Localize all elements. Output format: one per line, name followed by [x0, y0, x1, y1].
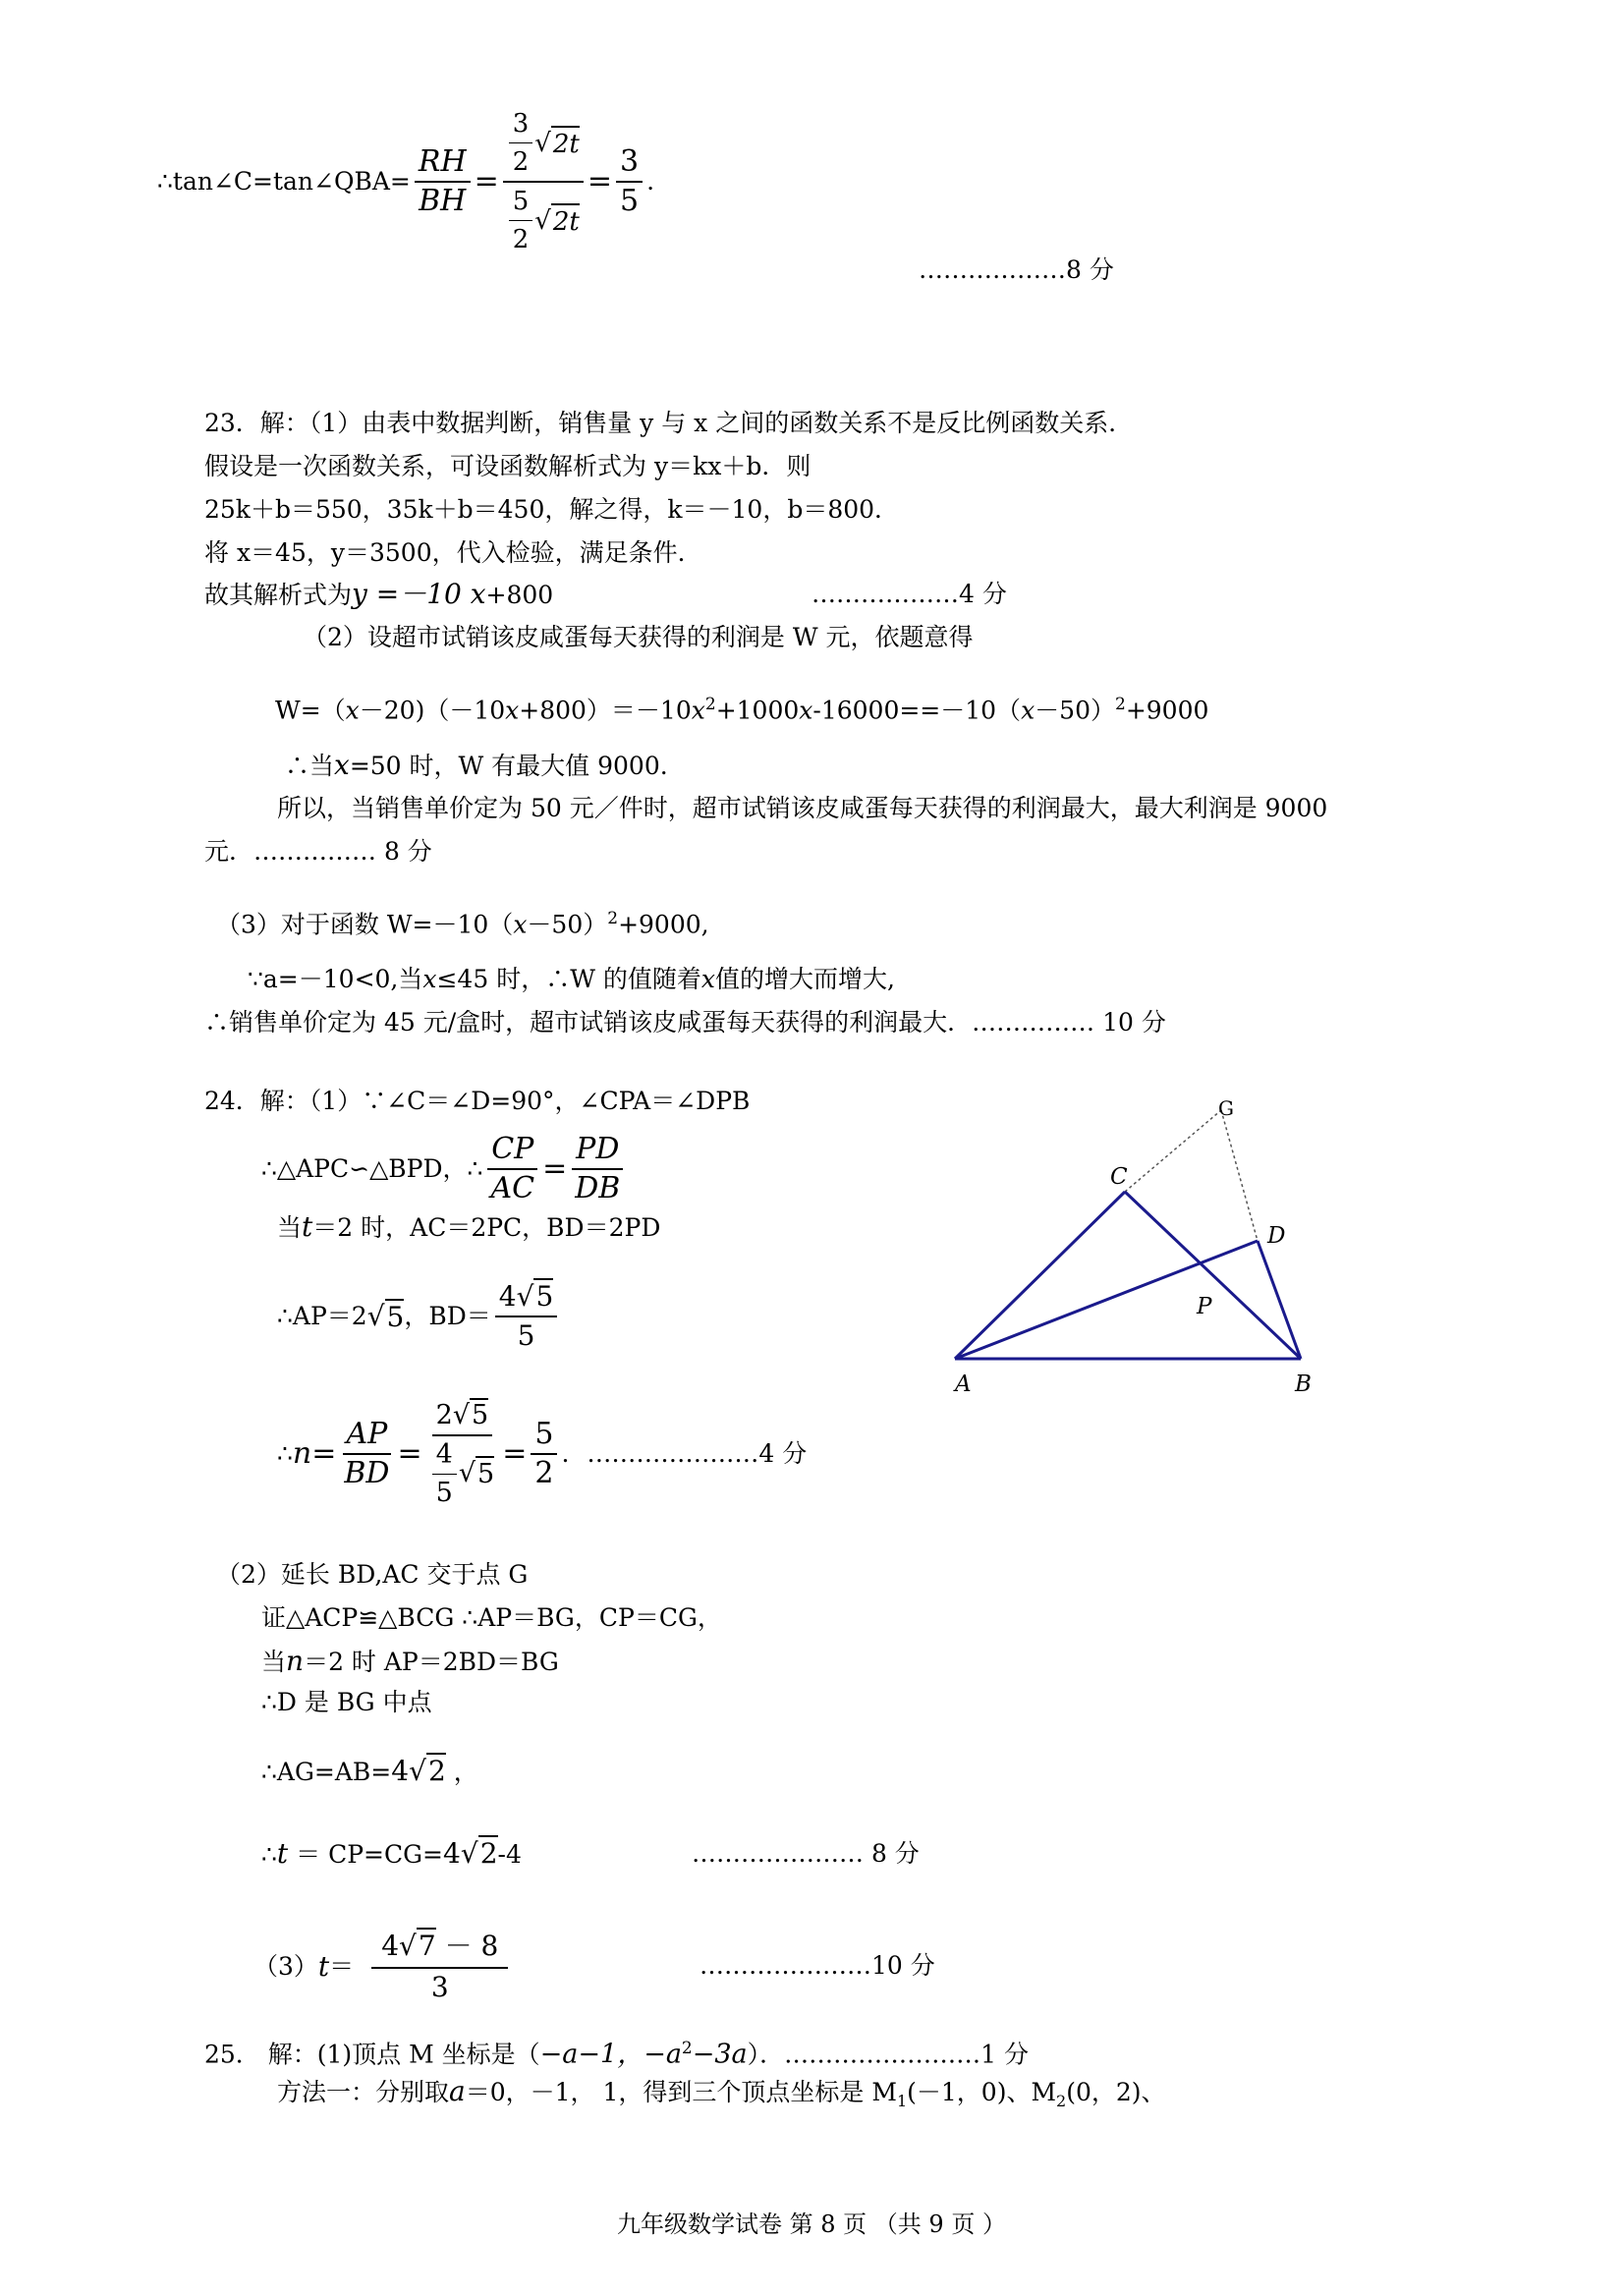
- sqrt-symbol: √: [534, 205, 551, 236]
- coef-num: 3: [509, 107, 533, 143]
- fraction-numerator: 3: [616, 145, 643, 183]
- var-x: x: [691, 696, 705, 725]
- text: +1000: [715, 696, 800, 725]
- score-4: …………………4 分: [587, 1439, 808, 1468]
- equals-sign: =: [502, 1436, 528, 1471]
- tan-prefix: ∴tan∠C=tan∠QBA=: [157, 167, 411, 196]
- fraction-numerator: 5: [531, 1418, 557, 1455]
- text: +9000,: [618, 910, 709, 939]
- fraction-denominator: 3: [430, 1971, 449, 2003]
- q24-part2-line-4: ∴D 是 BG 中点: [261, 1688, 432, 1716]
- q24-line-2: [261, 1120, 628, 1218]
- equals-sign: =: [311, 1436, 337, 1471]
- fraction-4root5-5: [495, 1280, 558, 1353]
- coef-den: 2: [512, 147, 530, 177]
- sqrt-radicand: 2t: [551, 203, 580, 239]
- var-n: n: [286, 1645, 305, 1677]
- text: ∴AP＝2: [277, 1302, 367, 1330]
- fraction-cp-ac: [486, 1133, 538, 1205]
- q23-line-4: 将 x＝45，y＝3500，代入检验，满足条件．: [204, 538, 702, 567]
- math-expr: y =－10 x: [352, 578, 486, 610]
- segment-ad: [955, 1241, 1258, 1359]
- text: +9000: [1125, 696, 1209, 725]
- subscript: 1: [896, 2092, 908, 2110]
- period: .: [561, 1439, 570, 1468]
- exponent: 2: [681, 2039, 693, 2058]
- q23-line-2: 假设是一次函数关系，可设函数解析式为 y＝kx＋b．则: [204, 452, 812, 480]
- text: －50）: [527, 910, 608, 939]
- fraction-denominator: AC: [490, 1171, 535, 1205]
- sqrt-symbol: √: [452, 1399, 471, 1430]
- equals-sign: ＝: [329, 1952, 355, 1981]
- sqrt-radicand: 5: [535, 1280, 554, 1313]
- label-c: C: [1110, 1164, 1128, 1190]
- var-x: x: [334, 749, 350, 781]
- text: 方法一：分别取: [277, 2078, 450, 2106]
- label-g: G: [1218, 1096, 1234, 1120]
- page-footer: 九年级数学试卷 第 8 页 （共 9 页 ）: [617, 2211, 1006, 2238]
- coef: 4: [498, 1280, 517, 1313]
- compound-fraction: [503, 107, 584, 256]
- text: ＝2 时，AC＝2PC，BD＝2PD: [312, 1213, 661, 1242]
- var-x: x: [422, 965, 437, 993]
- q23-line-13: ∴销售单价定为 45 元/盒时，超市试销该皮咸蛋每天获得的利润最大．…………… 10 分: [204, 1008, 1166, 1036]
- var-x: x: [513, 910, 528, 939]
- q23-line-10: 元．…………… 8 分: [204, 837, 432, 866]
- fraction-denominator: [426, 1436, 499, 1510]
- equals-sign: =: [542, 1151, 568, 1186]
- text: 值的增大而增大,: [714, 965, 895, 993]
- coef: 4: [391, 1755, 410, 1787]
- text: ∴: [277, 1439, 293, 1468]
- text: 故其解析式为: [204, 581, 353, 609]
- q24-line-1: 24．解：（1）∵∠C＝∠D=90°，∠CPA＝∠DPB: [204, 1087, 751, 1115]
- var-x: x: [345, 696, 360, 725]
- q24-part2-line-1: （2）延长 BD,AC 交于点 G: [216, 1560, 529, 1589]
- text: ≤45 时，∴W 的值随着: [436, 965, 701, 993]
- q24-part2-line-6: [261, 1837, 522, 1872]
- fraction-numerator: RH: [415, 145, 471, 183]
- var-n: n: [292, 1436, 312, 1471]
- text: +800）＝－10: [519, 696, 692, 725]
- text: W=（: [275, 696, 346, 725]
- label-d: D: [1267, 1223, 1286, 1249]
- sqrt-radicand: 7: [418, 1930, 436, 1962]
- fraction-5-2: [531, 1418, 557, 1490]
- score-8-q24: ………………… 8 分: [692, 1839, 920, 1868]
- compound-denominator: [503, 183, 584, 256]
- subscript: 2: [1056, 2092, 1067, 2110]
- text: 25． 解：(1)顶点 M 坐标是（: [204, 2040, 540, 2069]
- score-8: ………………8 分: [919, 255, 1114, 284]
- text: ∴AG=AB=: [261, 1758, 392, 1786]
- coef-den: 2: [512, 225, 530, 254]
- sqrt-radicand: 5: [472, 1399, 489, 1430]
- sqrt-symbol: √: [516, 1280, 534, 1313]
- sqrt-symbol: √: [409, 1755, 426, 1787]
- text: +800: [485, 581, 554, 609]
- coef-den: 5: [435, 1477, 453, 1508]
- exponent: 2: [704, 695, 716, 714]
- fraction-numerator: [371, 1930, 508, 1969]
- sqrt-radicand: 2t: [551, 126, 580, 161]
- score-10-q24: …………………10 分: [700, 1951, 935, 1980]
- fraction-denominator: 2: [534, 1456, 554, 1490]
- fraction-3-5: [616, 145, 643, 218]
- q23-line-8: [285, 749, 668, 783]
- compound-fraction: [426, 1399, 499, 1510]
- fraction-ap-bd: [340, 1418, 393, 1490]
- sqrt-radicand: 2: [427, 1755, 446, 1787]
- text: ＝ CP=CG=: [288, 1840, 444, 1869]
- q24-part2-line-2: 证△ACP≌△BCG ∴AP＝BG，CP＝CG，: [261, 1603, 722, 1632]
- var-t: t: [317, 1950, 330, 1983]
- sqrt-radicand: 2: [479, 1837, 498, 1870]
- text: -16000==－10（: [812, 696, 1022, 725]
- fraction-numerator: CP: [487, 1133, 537, 1170]
- text: (－1，0)、M: [907, 2078, 1057, 2106]
- text: -4: [497, 1840, 522, 1869]
- q23-line-3: 25k＋b＝550，35k＋b＝450，解之得，k＝－10，b＝800．: [204, 495, 900, 524]
- fraction-answer-t: [371, 1930, 508, 2004]
- sqrt-symbol: √: [366, 1300, 385, 1332]
- sqrt-radicand: 5: [386, 1301, 405, 1333]
- q23-line-5: [204, 578, 553, 612]
- var-t: t: [302, 1210, 313, 1243]
- fraction-numerator: AP: [343, 1418, 392, 1455]
- label-p: P: [1197, 1294, 1212, 1319]
- text: 当: [277, 1213, 303, 1242]
- coef: 4: [381, 1930, 400, 1962]
- var-x: x: [799, 696, 813, 725]
- fraction-numerator: PD: [572, 1133, 623, 1170]
- equals-sign: =: [397, 1436, 422, 1471]
- var-x: x: [700, 965, 715, 993]
- sqrt-radicand: 5: [476, 1456, 494, 1491]
- text: ，BD＝: [404, 1302, 491, 1330]
- coef: 2: [435, 1399, 453, 1430]
- segment-db: [1258, 1241, 1301, 1359]
- fraction-denominator: BD: [344, 1456, 390, 1490]
- text: （3）对于函数 W=－10（: [216, 910, 514, 939]
- fraction-rh-bh: [415, 145, 471, 218]
- text: － 8: [435, 1930, 499, 1962]
- q24-line-3: [277, 1210, 660, 1245]
- fraction-denominator: 5: [620, 184, 640, 218]
- text: ∵a=－10<0,当: [248, 965, 423, 993]
- q23-line-6: （2）设超市试销该皮咸蛋每天获得的利润是 W 元，依题意得: [303, 623, 974, 651]
- q23-line-9: 所以，当销售单价定为 50 元／件时，超市试销该皮咸蛋每天获得的利润最大，最大利润是 9000: [277, 794, 1328, 822]
- tan-equation: [157, 109, 655, 254]
- segment-cb: [1125, 1192, 1301, 1359]
- text: －20)（－10: [359, 696, 506, 725]
- exponent: 2: [607, 909, 619, 928]
- coef-num: 5: [509, 185, 533, 221]
- text: （3）: [253, 1952, 318, 1981]
- dashed-line-gd: [1221, 1110, 1258, 1241]
- math-expr: −3a: [692, 2039, 748, 2070]
- segment-ac: [955, 1192, 1125, 1359]
- q24-line-4: [277, 1277, 561, 1356]
- coef-fraction: [509, 185, 533, 256]
- equals-sign: =: [587, 164, 613, 198]
- label-b: B: [1295, 1372, 1312, 1397]
- fraction-pd-db: [571, 1133, 624, 1205]
- text: ∴当: [285, 752, 335, 780]
- sqrt-symbol: √: [534, 128, 551, 158]
- q25-line-1: [204, 2032, 1029, 2071]
- var-x: x: [505, 696, 520, 725]
- geometry-figure: [923, 1086, 1336, 1410]
- dashed-line-cg: [1125, 1110, 1221, 1192]
- math-expr: −a−1，−a: [539, 2039, 682, 2070]
- text: (0，2)、: [1066, 2078, 1166, 2106]
- q24-part3: [253, 1918, 512, 2016]
- label-a: A: [955, 1372, 972, 1397]
- text: ＝2 时 AP＝2BD＝BG: [304, 1648, 559, 1676]
- compound-numerator: [503, 107, 584, 183]
- q23-line-1: 23．解：（1）由表中数据判断，销售量 y 与 x 之间的函数关系不是反比例函数关系．: [204, 409, 1134, 437]
- fraction-denominator: 5: [517, 1319, 535, 1352]
- text: 当: [261, 1648, 287, 1676]
- text: ＝0，－1， 1，得到三个顶点坐标是 M: [465, 2078, 897, 2106]
- score-4: ………………4 分: [812, 580, 1007, 608]
- text: ，: [445, 1758, 478, 1786]
- coef-fraction: [432, 1438, 457, 1510]
- coef: 4: [443, 1837, 461, 1870]
- var-a: a: [449, 2075, 466, 2107]
- text: －50）: [1035, 696, 1115, 725]
- coef-num: 4: [432, 1438, 457, 1475]
- var-t: t: [276, 1837, 289, 1870]
- sqrt-symbol: √: [458, 1458, 476, 1488]
- fraction-denominator: BH: [419, 184, 467, 218]
- period: .: [646, 167, 655, 196]
- q23-line-11: [216, 902, 709, 941]
- fraction-numerator: [432, 1399, 493, 1436]
- q23-line-12: [248, 963, 895, 996]
- text: =50 时，W 有最大值 9000.: [349, 752, 668, 780]
- exponent: 2: [1114, 695, 1126, 714]
- coef-fraction: [509, 107, 533, 179]
- q24-part2-line-5: [261, 1755, 478, 1789]
- q24-line-5: [277, 1395, 807, 1513]
- q25-line-2: [277, 2075, 1166, 2118]
- text: ∴: [261, 1840, 277, 1869]
- q23-line-7: [275, 688, 1208, 727]
- text: ）．……………………1 分: [747, 2040, 1030, 2069]
- sqrt-symbol: √: [460, 1837, 478, 1870]
- fraction-denominator: DB: [575, 1171, 621, 1205]
- text: ∴△APC∽△BPD，∴: [261, 1154, 483, 1183]
- equals-sign: =: [474, 164, 499, 198]
- fraction-numerator: [495, 1280, 558, 1317]
- q24-part2-line-3: [261, 1645, 559, 1679]
- var-x: x: [1021, 696, 1035, 725]
- sqrt-symbol: √: [399, 1930, 417, 1962]
